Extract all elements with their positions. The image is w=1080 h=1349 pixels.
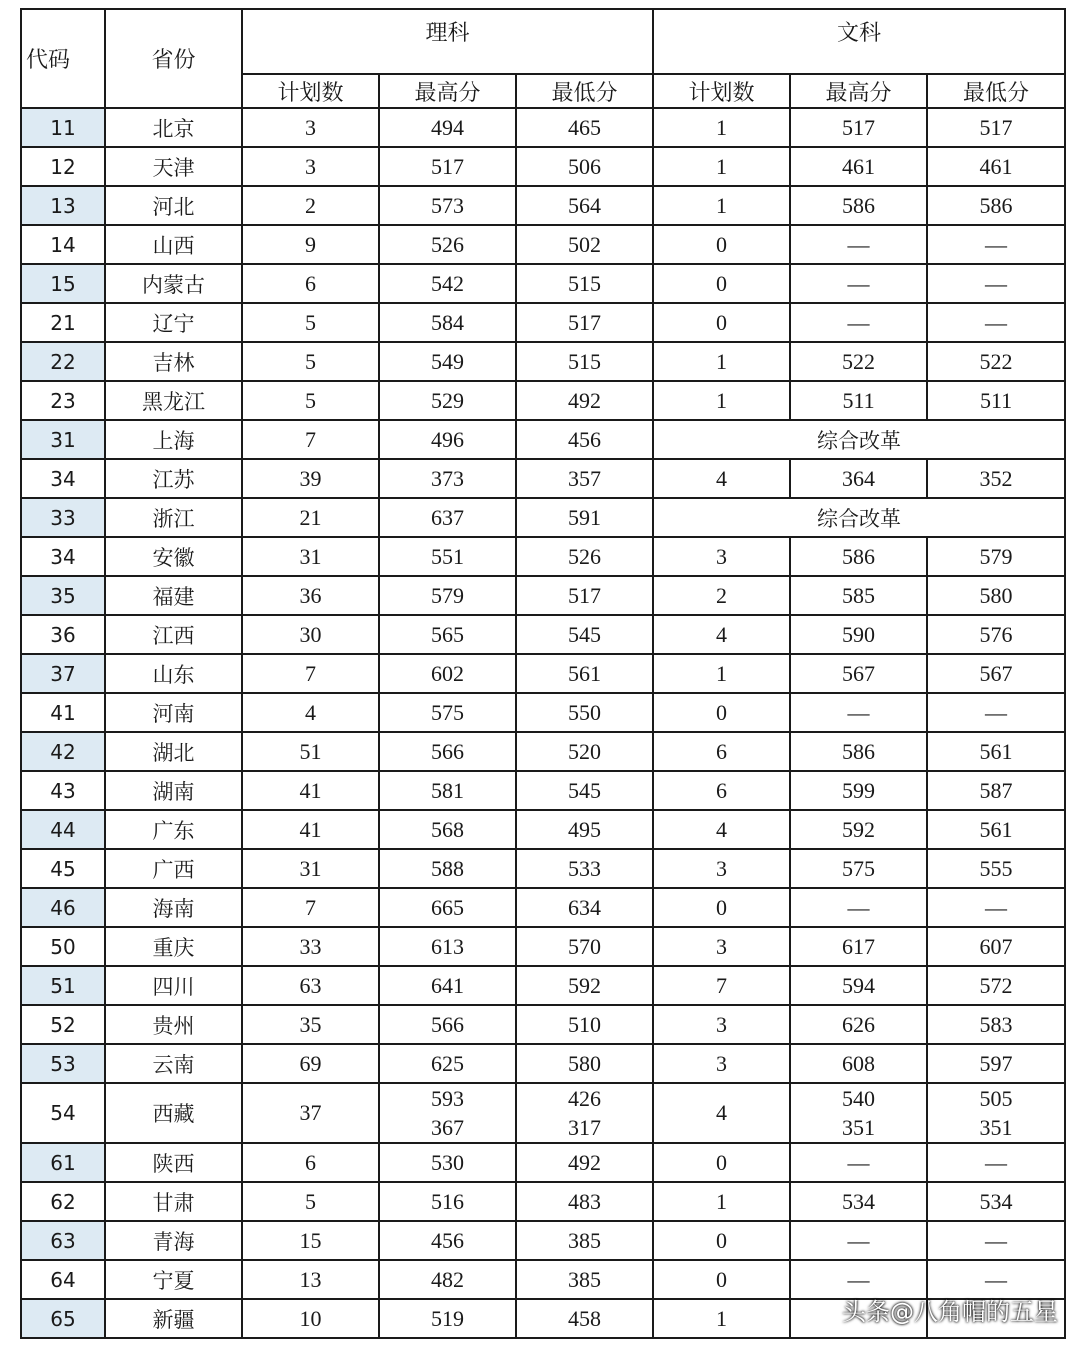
cell-science-min: 545 (516, 771, 653, 810)
cell-arts-plan: 0 (653, 888, 790, 927)
cell-code: 11 (21, 108, 105, 147)
table-row (21, 537, 1065, 576)
cell-arts-max: — (790, 888, 927, 927)
table-row (21, 693, 1065, 732)
cell-arts-max: 586 (790, 186, 927, 225)
admission-table-container (20, 8, 1064, 1339)
cell-code: 44 (21, 810, 105, 849)
cell-science-max: 584 (379, 303, 516, 342)
cell-science-plan: 7 (242, 420, 379, 459)
cell-province: 内蒙古 (105, 264, 242, 303)
cell-science-min: 492 (516, 1143, 653, 1182)
cell-code: 22 (21, 342, 105, 381)
cell-arts-max: 626 (790, 1005, 927, 1044)
cell-arts-plan: 0 (653, 693, 790, 732)
cell-province: 福建 (105, 576, 242, 615)
cell-province: 西藏 (105, 1083, 242, 1143)
cell-arts-max: — (790, 1260, 927, 1299)
cell-science-min: 515 (516, 342, 653, 381)
cell-science-plan: 9 (242, 225, 379, 264)
cell-science-min: 502 (516, 225, 653, 264)
cell-science-plan: 39 (242, 459, 379, 498)
cell-province: 山西 (105, 225, 242, 264)
cell-arts-min: 572 (927, 966, 1065, 1005)
cell-code: 65 (21, 1299, 105, 1338)
cell-science-min: 495 (516, 810, 653, 849)
cell-science-max: 494 (379, 108, 516, 147)
cell-arts-min: 567 (927, 654, 1065, 693)
cell-science-max: 579 (379, 576, 516, 615)
cell-science-min (516, 1083, 653, 1143)
cell-science-plan: 6 (242, 1143, 379, 1182)
cell-science-plan: 69 (242, 1044, 379, 1083)
cell-arts-max: — (790, 264, 927, 303)
cell-science-max: 625 (379, 1044, 516, 1083)
table-row (21, 420, 1065, 459)
cell-science-max-line2: 367 (431, 1115, 464, 1140)
table-row (21, 810, 1065, 849)
cell-science-max: 665 (379, 888, 516, 927)
cell-science-plan: 41 (242, 810, 379, 849)
cell-arts-plan: 4 (653, 615, 790, 654)
admission-score-table (20, 8, 1066, 1339)
table-row (21, 849, 1065, 888)
cell-science-plan: 5 (242, 303, 379, 342)
table-row (21, 888, 1065, 927)
cell-arts-min: 534 (927, 1182, 1065, 1221)
cell-arts-plan: 6 (653, 771, 790, 810)
header-science-max: 最高分 (379, 74, 516, 108)
cell-arts-min: 583 (927, 1005, 1065, 1044)
cell-science-min: 465 (516, 108, 653, 147)
cell-province: 河北 (105, 186, 242, 225)
cell-science-min: 385 (516, 1221, 653, 1260)
cell-province: 新疆 (105, 1299, 242, 1338)
cell-science-plan: 21 (242, 498, 379, 537)
cell-arts-max: — (790, 303, 927, 342)
cell-arts-min: — (927, 693, 1065, 732)
cell-arts-max: — (790, 693, 927, 732)
cell-code: 21 (21, 303, 105, 342)
cell-code: 46 (21, 888, 105, 927)
cell-arts-plan: 3 (653, 1044, 790, 1083)
cell-science-max: 566 (379, 732, 516, 771)
cell-science-min-line2: 317 (568, 1115, 602, 1140)
cell-province: 广东 (105, 810, 242, 849)
cell-science-plan: 15 (242, 1221, 379, 1260)
cell-science-plan: 36 (242, 576, 379, 615)
cell-arts-min: — (927, 1260, 1065, 1299)
cell-arts-max: — (790, 1221, 927, 1260)
table-row (21, 264, 1065, 303)
cell-arts-plan: 0 (653, 264, 790, 303)
header-arts-max: 最高分 (790, 74, 927, 108)
cell-arts-plan: 3 (653, 537, 790, 576)
cell-science-min: 385 (516, 1260, 653, 1299)
cell-arts-max: 617 (790, 927, 927, 966)
cell-arts-min-line1: 505 (979, 1086, 1013, 1111)
cell-province: 四川 (105, 966, 242, 1005)
cell-arts-min: 579 (927, 537, 1065, 576)
cell-code: 13 (21, 186, 105, 225)
cell-science-min: 570 (516, 927, 653, 966)
cell-science-max: 588 (379, 849, 516, 888)
table-row (21, 1143, 1065, 1182)
cell-arts-min: 522 (927, 342, 1065, 381)
cell-province: 湖南 (105, 771, 242, 810)
cell-code: 31 (21, 420, 105, 459)
cell-science-min: 483 (516, 1182, 653, 1221)
cell-science-min: 492 (516, 381, 653, 420)
cell-arts-max: 461 (790, 147, 927, 186)
table-row (21, 576, 1065, 615)
cell-code: 36 (21, 615, 105, 654)
cell-science-plan: 5 (242, 342, 379, 381)
cell-code: 62 (21, 1182, 105, 1221)
cell-arts-min: — (927, 303, 1065, 342)
cell-arts-max: 586 (790, 537, 927, 576)
table-row (21, 1083, 1065, 1143)
cell-arts-max: 608 (790, 1044, 927, 1083)
cell-code: 63 (21, 1221, 105, 1260)
table-row (21, 1044, 1065, 1083)
cell-science-plan: 30 (242, 615, 379, 654)
table-row (21, 186, 1065, 225)
cell-code: 54 (21, 1083, 105, 1143)
cell-arts-min: 561 (927, 810, 1065, 849)
cell-arts-plan: 1 (653, 654, 790, 693)
cell-arts-min: 555 (927, 849, 1065, 888)
table-row (21, 966, 1065, 1005)
table-row (21, 303, 1065, 342)
cell-code: 15 (21, 264, 105, 303)
cell-science-plan: 63 (242, 966, 379, 1005)
table-row (21, 654, 1065, 693)
cell-arts-max: — (790, 1143, 927, 1182)
table-row (21, 615, 1065, 654)
cell-province: 上海 (105, 420, 242, 459)
cell-code: 43 (21, 771, 105, 810)
cell-science-max: 456 (379, 1221, 516, 1260)
cell-science-max: 568 (379, 810, 516, 849)
cell-science-max: 613 (379, 927, 516, 966)
cell-arts-plan: 6 (653, 732, 790, 771)
cell-arts-min: 461 (927, 147, 1065, 186)
cell-province: 河南 (105, 693, 242, 732)
cell-science-max: 602 (379, 654, 516, 693)
cell-arts-max: 590 (790, 615, 927, 654)
cell-province: 广西 (105, 849, 242, 888)
cell-science-min: 580 (516, 1044, 653, 1083)
cell-province: 江西 (105, 615, 242, 654)
cell-arts-plan: 2 (653, 576, 790, 615)
cell-code: 12 (21, 147, 105, 186)
table-row (21, 1005, 1065, 1044)
cell-code: 45 (21, 849, 105, 888)
cell-province: 宁夏 (105, 1260, 242, 1299)
cell-science-plan: 51 (242, 732, 379, 771)
cell-arts-max: — (790, 225, 927, 264)
cell-arts-plan: 0 (653, 1143, 790, 1182)
cell-arts-max: 364 (790, 459, 927, 498)
cell-science-min: 561 (516, 654, 653, 693)
cell-arts-plan: 3 (653, 927, 790, 966)
cell-science-min: 526 (516, 537, 653, 576)
cell-science-max: 575 (379, 693, 516, 732)
cell-science-max: 542 (379, 264, 516, 303)
cell-science-min: 634 (516, 888, 653, 927)
cell-province: 辽宁 (105, 303, 242, 342)
cell-arts-min (927, 1083, 1065, 1143)
cell-science-plan: 35 (242, 1005, 379, 1044)
cell-science-max: 549 (379, 342, 516, 381)
table-row (21, 927, 1065, 966)
cell-arts-max: 522 (790, 342, 927, 381)
table-row (21, 459, 1065, 498)
cell-science-min: 564 (516, 186, 653, 225)
header-code: 代码 (21, 9, 105, 108)
cell-arts-max-line1: 540 (842, 1086, 876, 1111)
cell-arts-max: 511 (790, 381, 927, 420)
table-row (21, 108, 1065, 147)
cell-province: 云南 (105, 1044, 242, 1083)
cell-arts-min: — (927, 888, 1065, 927)
cell-code: 35 (21, 576, 105, 615)
table-row (21, 342, 1065, 381)
cell-arts-min: 576 (927, 615, 1065, 654)
cell-science-max: 566 (379, 1005, 516, 1044)
cell-province: 湖北 (105, 732, 242, 771)
cell-science-plan: 10 (242, 1299, 379, 1338)
header-arts: 文科 (653, 9, 1065, 74)
cell-science-max: 565 (379, 615, 516, 654)
cell-arts-min: — (927, 225, 1065, 264)
cell-science-min: 458 (516, 1299, 653, 1338)
cell-arts-merged: 综合改革 (653, 498, 1065, 537)
header-science-plan: 计划数 (242, 74, 379, 108)
cell-science-plan: 6 (242, 264, 379, 303)
cell-arts-max-line2: 351 (842, 1115, 876, 1140)
table-row (21, 732, 1065, 771)
cell-science-max (379, 1083, 516, 1143)
cell-science-max: 482 (379, 1260, 516, 1299)
cell-arts-min: — (927, 264, 1065, 303)
cell-science-plan: 7 (242, 654, 379, 693)
cell-code: 50 (21, 927, 105, 966)
cell-arts-max: 594 (790, 966, 927, 1005)
cell-science-min: 520 (516, 732, 653, 771)
cell-code: 41 (21, 693, 105, 732)
cell-arts-plan: 1 (653, 1182, 790, 1221)
cell-arts-min: 580 (927, 576, 1065, 615)
table-row (21, 1182, 1065, 1221)
cell-code: 34 (21, 459, 105, 498)
cell-arts-min-line2: 351 (979, 1115, 1013, 1140)
cell-arts-plan: 4 (653, 810, 790, 849)
cell-province: 北京 (105, 108, 242, 147)
cell-science-max: 530 (379, 1143, 516, 1182)
cell-arts-plan: 1 (653, 381, 790, 420)
header-arts-plan: 计划数 (653, 74, 790, 108)
cell-science-plan: 33 (242, 927, 379, 966)
cell-arts-plan: 0 (653, 1221, 790, 1260)
cell-province: 江苏 (105, 459, 242, 498)
cell-science-plan: 4 (242, 693, 379, 732)
table-body (21, 108, 1065, 1338)
cell-science-min: 517 (516, 576, 653, 615)
cell-arts-plan: 0 (653, 303, 790, 342)
cell-science-plan: 5 (242, 1182, 379, 1221)
cell-arts-plan: 1 (653, 342, 790, 381)
cell-province: 安徽 (105, 537, 242, 576)
cell-science-min: 517 (516, 303, 653, 342)
cell-arts-min: 352 (927, 459, 1065, 498)
cell-arts-plan: 1 (653, 108, 790, 147)
cell-code: 51 (21, 966, 105, 1005)
cell-code: 37 (21, 654, 105, 693)
cell-code: 34 (21, 537, 105, 576)
cell-science-max: 496 (379, 420, 516, 459)
cell-science-min: 550 (516, 693, 653, 732)
header-science: 理科 (242, 9, 653, 74)
cell-arts-plan: 3 (653, 1005, 790, 1044)
cell-arts-merged: 综合改革 (653, 420, 1065, 459)
cell-science-min: 515 (516, 264, 653, 303)
cell-code: 61 (21, 1143, 105, 1182)
cell-science-max: 516 (379, 1182, 516, 1221)
cell-science-max: 517 (379, 147, 516, 186)
table-row (21, 1221, 1065, 1260)
cell-code: 33 (21, 498, 105, 537)
cell-arts-min: 597 (927, 1044, 1065, 1083)
cell-code: 14 (21, 225, 105, 264)
cell-science-max: 519 (379, 1299, 516, 1338)
cell-science-min-line1: 426 (568, 1086, 602, 1111)
cell-science-max: 529 (379, 381, 516, 420)
cell-arts-min: — (927, 1221, 1065, 1260)
cell-arts-max: 567 (790, 654, 927, 693)
cell-province: 海南 (105, 888, 242, 927)
cell-arts-plan: 0 (653, 225, 790, 264)
cell-code: 42 (21, 732, 105, 771)
cell-code: 53 (21, 1044, 105, 1083)
table-row (21, 225, 1065, 264)
cell-science-min: 510 (516, 1005, 653, 1044)
cell-science-max: 551 (379, 537, 516, 576)
cell-science-max: 573 (379, 186, 516, 225)
cell-arts-min: — (927, 1143, 1065, 1182)
cell-science-plan: 3 (242, 108, 379, 147)
cell-province: 浙江 (105, 498, 242, 537)
cell-arts-max: 599 (790, 771, 927, 810)
cell-province: 黑龙江 (105, 381, 242, 420)
cell-arts-max: 586 (790, 732, 927, 771)
cell-science-min: 592 (516, 966, 653, 1005)
cell-arts-max (790, 1083, 927, 1143)
cell-science-plan: 41 (242, 771, 379, 810)
cell-arts-plan: 4 (653, 1083, 790, 1143)
cell-arts-min: 517 (927, 108, 1065, 147)
cell-science-max: 641 (379, 966, 516, 1005)
cell-science-max: 526 (379, 225, 516, 264)
cell-code: 52 (21, 1005, 105, 1044)
cell-arts-max: 517 (790, 108, 927, 147)
cell-arts-min: 561 (927, 732, 1065, 771)
cell-arts-min: 511 (927, 381, 1065, 420)
cell-science-min: 357 (516, 459, 653, 498)
table-row (21, 771, 1065, 810)
cell-arts-max: 534 (790, 1182, 927, 1221)
cell-province: 山东 (105, 654, 242, 693)
watermark-text: 头条@八角帽的五星 (842, 1298, 1058, 1326)
cell-science-min: 456 (516, 420, 653, 459)
cell-province: 贵州 (105, 1005, 242, 1044)
cell-science-plan: 31 (242, 537, 379, 576)
cell-arts-plan: 1 (653, 186, 790, 225)
cell-province: 吉林 (105, 342, 242, 381)
cell-science-min: 533 (516, 849, 653, 888)
cell-province: 甘肃 (105, 1182, 242, 1221)
cell-science-max: 373 (379, 459, 516, 498)
header-province: 省份 (105, 9, 242, 108)
cell-province: 陕西 (105, 1143, 242, 1182)
cell-arts-plan: 0 (653, 1260, 790, 1299)
cell-science-max: 637 (379, 498, 516, 537)
cell-arts-min: 607 (927, 927, 1065, 966)
cell-arts-max: 585 (790, 576, 927, 615)
cell-science-max: 581 (379, 771, 516, 810)
cell-arts-max: 575 (790, 849, 927, 888)
cell-science-min: 506 (516, 147, 653, 186)
cell-science-plan: 2 (242, 186, 379, 225)
cell-arts-min: 586 (927, 186, 1065, 225)
table-row (21, 381, 1065, 420)
cell-province: 重庆 (105, 927, 242, 966)
cell-arts-max: 592 (790, 810, 927, 849)
cell-science-plan: 7 (242, 888, 379, 927)
cell-arts-plan: 1 (653, 147, 790, 186)
table-row (21, 147, 1065, 186)
cell-arts-min: 587 (927, 771, 1065, 810)
cell-science-plan: 5 (242, 381, 379, 420)
cell-code: 23 (21, 381, 105, 420)
cell-science-plan: 31 (242, 849, 379, 888)
cell-science-plan: 3 (242, 147, 379, 186)
cell-arts-plan: 3 (653, 849, 790, 888)
header-science-min: 最低分 (516, 74, 653, 108)
cell-science-max-line1: 593 (431, 1086, 464, 1111)
cell-arts-plan: 4 (653, 459, 790, 498)
header-arts-min: 最低分 (927, 74, 1065, 108)
cell-science-plan: 13 (242, 1260, 379, 1299)
cell-science-min: 545 (516, 615, 653, 654)
cell-science-plan: 37 (242, 1083, 379, 1143)
cell-science-min: 591 (516, 498, 653, 537)
cell-code: 64 (21, 1260, 105, 1299)
table-row (21, 498, 1065, 537)
cell-province: 天津 (105, 147, 242, 186)
cell-arts-plan: 7 (653, 966, 790, 1005)
cell-province: 青海 (105, 1221, 242, 1260)
cell-arts-plan: 1 (653, 1299, 790, 1338)
